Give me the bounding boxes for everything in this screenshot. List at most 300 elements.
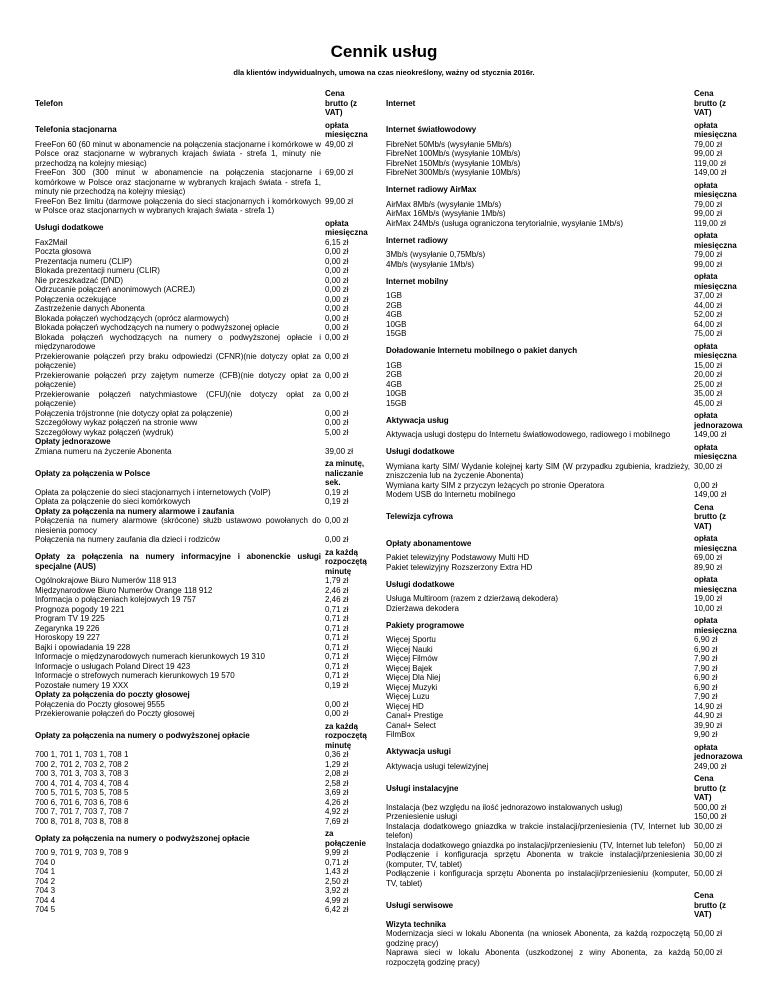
section-title: Aktywacja usługi bbox=[386, 747, 451, 757]
service-name: Bajki i opowiadania 19 228 bbox=[35, 642, 131, 652]
service-price: 0,00 zł bbox=[325, 699, 349, 709]
service-price: 0,00 zł bbox=[694, 480, 718, 490]
service-name: Podłączenie i konfiguracja sprzętu Abonenta w trakcie instalacji/przeniesienia (komputer, TV, tablet) bbox=[386, 850, 690, 869]
service-price: 0,00 zł bbox=[325, 313, 349, 323]
service-name: Fax2Mail bbox=[35, 237, 68, 247]
section-header bbox=[386, 342, 736, 361]
price-row bbox=[35, 409, 365, 419]
price-row bbox=[386, 389, 736, 399]
price-row bbox=[35, 750, 365, 760]
service-price: 0,00 zł bbox=[325, 266, 349, 275]
subsection-title bbox=[35, 690, 365, 700]
price-row bbox=[386, 481, 736, 491]
service-price: 0,19 zł bbox=[325, 487, 349, 497]
price-row bbox=[35, 247, 365, 257]
service-name: Przekierowanie połączeń do Poczty głosowej bbox=[35, 709, 195, 718]
price-row bbox=[35, 681, 365, 691]
service-price: 64,00 zł bbox=[694, 319, 723, 329]
service-name: Opłaty za połączenia do poczty głosowej bbox=[35, 690, 190, 699]
price-row bbox=[35, 295, 365, 305]
service-name: Dzierżawa dekodera bbox=[386, 603, 459, 613]
service-name: Blokada połączeń wychodzących na numery o podwyższonej opłacie bbox=[35, 323, 280, 332]
service-name: Informacja o połączeniach kolejowych 19 757 bbox=[35, 595, 196, 604]
price-column-header: opłata miesięczna bbox=[694, 272, 737, 291]
price-row bbox=[35, 896, 365, 906]
service-price: 20,00 zł bbox=[694, 370, 723, 379]
service-name: Więcej Sportu bbox=[386, 635, 436, 644]
section-header bbox=[35, 722, 365, 751]
price-row bbox=[35, 633, 365, 643]
service-name: Wymiana karty SIM/ Wydanie kolejnej karty SIM (W przypadku zgubienia, kradzieży, zniszczenia lub na życzenie Abonenta) bbox=[386, 461, 690, 480]
section-title: Opłaty za połączenia w Polsce bbox=[35, 468, 151, 478]
service-name: Przekierowanie połączeń przy zajętym numerze (CFB)(nie dotyczy opłat za połączenie) bbox=[35, 370, 321, 389]
service-name: Więcej Luzu bbox=[386, 692, 430, 701]
service-name: Blokada połączeń wychodzących (oprócz alarmowych) bbox=[35, 313, 229, 323]
section-title: Internet radiowy AirMax bbox=[386, 185, 477, 195]
price-row bbox=[35, 516, 365, 535]
service-name: 4GB bbox=[386, 379, 403, 389]
service-name: Przekierowanie połączeń natychmiastowe (CFU)(nie dotyczy opłat za połączenie) bbox=[35, 389, 321, 408]
price-row bbox=[386, 250, 736, 260]
section-title: Pakiety programowe bbox=[386, 620, 465, 630]
section-header bbox=[35, 459, 365, 488]
price-row bbox=[386, 683, 736, 693]
service-price: 30,00 zł bbox=[694, 850, 723, 859]
service-name: FibreNet 300Mb/s (wysyłanie 10Mb/s) bbox=[386, 168, 521, 177]
service-price: 9,90 zł bbox=[694, 730, 718, 739]
price-row bbox=[35, 323, 365, 333]
section-title: Internet radiowy bbox=[386, 235, 448, 245]
service-price: 0,00 zł bbox=[325, 247, 349, 256]
price-row bbox=[35, 605, 365, 615]
service-name: Przekierowanie połączeń przy braku odpowiedzi (CFNR)(nie dotyczy opłat za połączenie) bbox=[35, 351, 321, 370]
service-price: 0,00 zł bbox=[325, 709, 349, 718]
price-row bbox=[386, 948, 736, 967]
service-price: 0,00 zł bbox=[325, 535, 349, 544]
service-name: 15GB bbox=[386, 398, 407, 408]
service-price: 39,00 zł bbox=[325, 446, 354, 456]
service-price: 0,71 zł bbox=[325, 642, 349, 652]
service-name: Zmiana numeru na życzenie Abonenta bbox=[35, 446, 172, 456]
service-price: 69,00 zł bbox=[325, 168, 354, 177]
price-row bbox=[35, 817, 365, 827]
section-title: Aktywacja usług bbox=[386, 415, 449, 425]
price-column-header: opłata miesięczna bbox=[694, 442, 737, 461]
service-name: Nie przeszkadzać (DND) bbox=[35, 275, 124, 285]
section-title: Usługi dodatkowe bbox=[386, 579, 455, 589]
service-name: Połączenia do Poczty głosowej 9555 bbox=[35, 699, 165, 709]
price-column-header: opłata miesięczna bbox=[694, 616, 737, 635]
price-row bbox=[386, 654, 736, 664]
service-price: 35,00 zł bbox=[694, 389, 723, 398]
service-name: 10GB bbox=[386, 389, 407, 398]
price-row bbox=[386, 209, 736, 219]
section-title: Opłaty abonamentowe bbox=[386, 538, 472, 548]
price-row bbox=[386, 301, 736, 311]
section-header bbox=[386, 891, 736, 920]
price-row bbox=[386, 399, 736, 409]
price-row bbox=[35, 197, 365, 216]
service-price: 0,00 zł bbox=[325, 418, 349, 427]
service-name: Ogólnokrajowe Biuro Numerów 118 913 bbox=[35, 576, 177, 585]
price-row bbox=[35, 779, 365, 789]
service-price: 99,00 zł bbox=[694, 209, 723, 218]
service-name: Canal+ Prestige bbox=[386, 711, 444, 720]
price-row bbox=[35, 168, 365, 197]
price-row bbox=[35, 371, 365, 390]
service-name: Zegarynka 19 226 bbox=[35, 623, 100, 633]
service-name: Blokada połączeń wychodzących na numery o podwyższonej opłacie i międzynarodowe bbox=[35, 332, 321, 351]
section-header bbox=[35, 548, 365, 577]
service-price: 69,00 zł bbox=[694, 553, 723, 562]
price-row bbox=[386, 594, 736, 604]
service-name: Instalacja dodatkowego gniazdka w trakcie instalacji/przeniesienia (TV, Internet lub telefon) bbox=[386, 821, 690, 840]
price-row bbox=[386, 490, 736, 500]
section-header bbox=[386, 534, 736, 553]
service-name: Prezentacja numeru (CLIP) bbox=[35, 256, 132, 266]
service-name: 15GB bbox=[386, 329, 407, 338]
price-row bbox=[386, 604, 736, 614]
price-row bbox=[386, 380, 736, 390]
price-row bbox=[35, 709, 365, 719]
price-row bbox=[386, 370, 736, 380]
service-price: 7,90 zł bbox=[694, 663, 718, 673]
service-name: FibreNet 100Mb/s (wysyłanie 10Mb/s) bbox=[386, 149, 521, 158]
section-title: Usługi dodatkowe bbox=[386, 447, 455, 457]
service-name: Więcej Nauki bbox=[386, 644, 433, 654]
service-name: 2GB bbox=[386, 300, 403, 310]
price-row bbox=[386, 645, 736, 655]
service-name: Canal+ Select bbox=[386, 720, 437, 730]
service-price: 0,00 zł bbox=[325, 332, 349, 342]
section-header bbox=[386, 503, 736, 532]
service-price: 52,00 zł bbox=[694, 310, 723, 319]
service-price: 6,15 zł bbox=[325, 237, 349, 247]
price-column-header: opłata miesięczna bbox=[694, 534, 737, 553]
price-row bbox=[386, 841, 736, 851]
price-column-header: Cena brutto (z VAT) bbox=[694, 774, 726, 802]
service-name: Międzynarodowe Biuro Numerów Orange 118 912 bbox=[35, 585, 213, 595]
service-price: 0,00 zł bbox=[325, 304, 349, 313]
service-name: Połączenia oczekujące bbox=[35, 294, 117, 304]
price-row bbox=[35, 700, 365, 710]
section-title: Opłaty za połączenia na numery o podwyższonej opłacie bbox=[35, 731, 250, 740]
price-row bbox=[386, 711, 736, 721]
price-column-header: za minutę, naliczanie sek. bbox=[325, 459, 365, 487]
price-row bbox=[35, 788, 365, 798]
service-price: 0,00 zł bbox=[325, 408, 349, 418]
service-price: 0,19 zł bbox=[325, 680, 349, 690]
service-price: 150,00 zł bbox=[694, 812, 727, 821]
section-header bbox=[386, 443, 736, 462]
service-name: Pakiet telewizyjny Podstawowy Multi HD bbox=[386, 553, 530, 562]
service-price: 50,00 zł bbox=[694, 840, 723, 850]
service-name: AirMax 8Mb/s (wysyłanie 1Mb/s) bbox=[386, 199, 502, 209]
service-price: 14,90 zł bbox=[694, 701, 723, 711]
service-name: Przeniesienie usługi bbox=[386, 812, 458, 821]
service-price: 0,71 zł bbox=[325, 614, 349, 623]
section-header bbox=[35, 120, 368, 140]
service-price: 0,00 zł bbox=[325, 370, 349, 380]
service-price: 99,00 zł bbox=[325, 196, 354, 206]
price-row bbox=[35, 257, 365, 267]
price-row bbox=[386, 200, 736, 210]
service-name: Instalacja dodatkowego gniazdka po instalacji/przeniesieniu (TV, Internet lub telefon) bbox=[386, 840, 685, 850]
service-name: Połączenia na numery alarmowe (skrócone) służb ustawowo powołanych do niesienia pomocy bbox=[35, 516, 321, 535]
price-row bbox=[386, 320, 736, 330]
price-row bbox=[35, 535, 365, 545]
service-price: 0,00 zł bbox=[325, 351, 349, 361]
service-price: 0,71 zł bbox=[325, 652, 349, 661]
service-price: 0,71 zł bbox=[325, 623, 349, 633]
service-name: 704 0 bbox=[35, 857, 56, 867]
service-name: Więcej Muzyki bbox=[386, 682, 438, 692]
price-row bbox=[35, 798, 365, 808]
price-row bbox=[35, 447, 365, 457]
price-row bbox=[386, 291, 736, 301]
price-row bbox=[386, 361, 736, 371]
service-price: 0,00 zł bbox=[325, 285, 349, 294]
section-header bbox=[35, 829, 365, 848]
service-price: 2,46 zł bbox=[325, 595, 349, 604]
service-name: 700 1, 701 1, 703 1, 708 1 bbox=[35, 750, 129, 759]
service-price: 6,90 zł bbox=[694, 682, 718, 692]
price-column-header: Cena brutto (z VAT) bbox=[694, 891, 726, 919]
service-price: 45,00 zł bbox=[694, 398, 723, 408]
section-title: Internet mobilny bbox=[386, 276, 449, 286]
price-row bbox=[386, 159, 736, 169]
price-row bbox=[35, 333, 365, 352]
price-row bbox=[35, 886, 365, 896]
service-price: 0,71 zł bbox=[325, 857, 349, 867]
price-row bbox=[35, 304, 365, 314]
price-row bbox=[35, 769, 365, 779]
price-row bbox=[386, 140, 736, 150]
service-price: 119,00 zł bbox=[694, 218, 726, 228]
price-row bbox=[386, 219, 736, 229]
price-row bbox=[386, 721, 736, 731]
service-name: Więcej Dla Niej bbox=[386, 673, 441, 682]
price-column-header: opłata miesięczna bbox=[325, 120, 368, 139]
service-price: 6,42 zł bbox=[325, 905, 349, 914]
service-price: 2,08 zł bbox=[325, 769, 349, 778]
section-header bbox=[386, 411, 743, 430]
service-name: AirMax 24Mb/s (usługa ograniczona terytorialnie, wysyłanie 1Mb/s) bbox=[386, 218, 623, 228]
section-header bbox=[386, 89, 736, 118]
service-name: FreeFon 60 (60 minut w abonamencie na połączenia stacjonarne i komórkowe w Polsce oraz stacjonarne w wybranych krajach świata - strefa 1, minuty nie przechodzą na kolejny miesiąc) bbox=[35, 139, 321, 168]
service-name: Opłaty za połączenia na numery alarmowe i zaufania bbox=[35, 506, 235, 516]
service-name: Pakiet telewizyjny Rozszerzony Extra HD bbox=[386, 562, 533, 572]
price-row bbox=[386, 869, 736, 888]
subsection-title bbox=[35, 507, 365, 517]
page-subtitle: dla klientów indywidualnych, umowa na czas nieokreślony, ważny od stycznia 2016r. bbox=[233, 68, 535, 77]
service-price: 2,50 zł bbox=[325, 876, 349, 886]
price-column-header: opłata miesięczna bbox=[694, 180, 737, 199]
service-price: 37,00 zł bbox=[694, 291, 723, 300]
service-price: 49,00 zł bbox=[325, 139, 354, 149]
price-row bbox=[35, 643, 365, 653]
price-column-header: opłata miesięczna bbox=[694, 231, 737, 250]
service-name: 700 2, 701 2, 703 2, 708 2 bbox=[35, 759, 129, 769]
service-price: 6,90 zł bbox=[694, 644, 718, 654]
service-price: 6,90 zł bbox=[694, 635, 718, 644]
service-price: 4,26 zł bbox=[325, 797, 349, 807]
service-price: 79,00 zł bbox=[694, 250, 723, 259]
price-row bbox=[35, 586, 365, 596]
left-column bbox=[35, 86, 368, 915]
service-name: Poczta głosowa bbox=[35, 247, 92, 256]
price-row bbox=[35, 671, 365, 681]
service-price: 0,71 zł bbox=[325, 671, 349, 680]
service-name: AirMax 16Mb/s (wysyłanie 1Mb/s) bbox=[386, 209, 506, 218]
price-column-header: opłata miesięczna bbox=[325, 218, 368, 237]
service-name: Informacje o usługach Poland Direct 19 423 bbox=[35, 661, 191, 671]
section-header bbox=[386, 272, 736, 291]
service-price: 1,79 zł bbox=[325, 576, 349, 585]
service-price: 149,00 zł bbox=[694, 168, 727, 177]
service-name: Opłaty jednorazowe bbox=[35, 437, 111, 446]
service-price: 79,00 zł bbox=[694, 139, 723, 149]
price-column-header: opłata jednorazowa bbox=[694, 411, 743, 430]
section-title: Telefonia stacjonarna bbox=[35, 125, 117, 135]
price-row bbox=[386, 822, 736, 841]
price-row bbox=[35, 285, 365, 295]
page-title: Cennik usług bbox=[330, 42, 438, 61]
price-row bbox=[386, 803, 736, 813]
service-price: 1,29 zł bbox=[325, 759, 349, 769]
service-name: 704 1 bbox=[35, 867, 56, 876]
service-price: 99,00 zł bbox=[694, 149, 723, 158]
service-name: FreeFon 300 (300 minut w abonamencie na połączenia stacjonarne i komórkowe w Polsce oraz stacjonarne w wybranych krajach świata - strefa 1, minuty nie przechodzą na kolejny miesiąc) bbox=[35, 168, 321, 196]
right-column bbox=[386, 86, 743, 967]
service-name: Opłata za połączenie do sieci stacjonarnych i internetowych (VoIP) bbox=[35, 487, 271, 497]
service-price: 0,00 zł bbox=[325, 323, 349, 332]
section-title: Telewizja cyfrowa bbox=[386, 512, 453, 521]
service-price: 0,00 zł bbox=[325, 389, 349, 399]
service-name: Usługa Multiroom (razem z dzierżawą dekodera) bbox=[386, 594, 559, 603]
section-title: Usługi dodatkowe bbox=[35, 223, 104, 233]
service-price: 75,00 zł bbox=[694, 329, 723, 338]
price-row bbox=[386, 430, 736, 440]
service-price: 44,90 zł bbox=[694, 711, 723, 720]
service-name: 2GB bbox=[386, 370, 403, 379]
section-header bbox=[35, 89, 365, 118]
price-row bbox=[35, 314, 365, 324]
service-name: Szczegółowy wykaz połączeń na stronie www bbox=[35, 418, 198, 427]
section-title: Internet światłowodowy bbox=[386, 125, 477, 135]
service-name: Zastrzeżenie danych Abonenta bbox=[35, 304, 145, 313]
price-row bbox=[386, 762, 736, 772]
service-name: Modernizacja sieci w lokalu Abonenta (na wniosek Abonenta, za każdą rozpoczętą godzinę pracy) bbox=[386, 929, 690, 948]
service-name: 3Mb/s (wysyłanie 0,75Mb/s) bbox=[386, 250, 486, 259]
service-price: 30,00 zł bbox=[694, 461, 723, 471]
service-price: 3,69 zł bbox=[325, 788, 349, 797]
price-row bbox=[35, 428, 365, 438]
price-row bbox=[35, 140, 365, 169]
service-price: 10,00 zł bbox=[694, 603, 723, 613]
price-row bbox=[35, 614, 365, 624]
price-row bbox=[35, 238, 365, 248]
section-header bbox=[386, 742, 743, 762]
service-price: 44,00 zł bbox=[694, 300, 723, 310]
price-row bbox=[35, 760, 365, 770]
service-price: 2,46 zł bbox=[325, 585, 349, 595]
service-name: Połączenia na numery zaufania dla dzieci i rodziców bbox=[35, 535, 220, 544]
section-header bbox=[386, 774, 736, 803]
price-row bbox=[386, 812, 736, 822]
service-name: Szczegółowy wykaz połączeń (wydruk) bbox=[35, 427, 174, 437]
service-price: 39,90 zł bbox=[694, 720, 723, 730]
service-price: 99,00 zł bbox=[694, 259, 723, 269]
price-row bbox=[35, 652, 365, 662]
service-price: 0,00 zł bbox=[325, 294, 349, 304]
service-name: Informacje o międzynarodowych numerach kierunkowych 19 310 bbox=[35, 652, 265, 661]
section-title: Doładowanie Internetu mobilnego o pakiet danych bbox=[386, 346, 578, 356]
service-name: 1GB bbox=[386, 291, 403, 300]
subsection-title bbox=[35, 437, 365, 447]
price-row bbox=[386, 664, 736, 674]
service-name: 700 6, 701 6, 703 6, 708 6 bbox=[35, 797, 129, 807]
service-name: Wizyta technika bbox=[386, 919, 446, 929]
service-name: 704 3 bbox=[35, 886, 56, 895]
service-price: 500,00 zł bbox=[694, 802, 727, 812]
service-name: Program TV 19 225 bbox=[35, 614, 105, 623]
price-column-header: opłata jednorazowa bbox=[694, 742, 743, 761]
service-name: Połączenia trójstronne (nie dotyczy opłat za połączenie) bbox=[35, 408, 233, 418]
service-name: Więcej HD bbox=[386, 701, 424, 711]
price-row bbox=[35, 352, 365, 371]
price-row bbox=[35, 905, 365, 915]
price-column-header: opłata miesięczna bbox=[694, 575, 737, 594]
price-column-header: za każdą rozpoczętą minutę bbox=[325, 721, 367, 750]
service-price: 50,00 zł bbox=[694, 929, 723, 938]
section-title: Internet bbox=[386, 98, 416, 108]
section-title: Opłaty za połączenia na numery o podwyższonej opłacie bbox=[35, 833, 250, 843]
service-price: 5,00 zł bbox=[325, 427, 349, 437]
service-name: 704 5 bbox=[35, 905, 56, 914]
price-row bbox=[386, 692, 736, 702]
service-name: 4GB bbox=[386, 310, 403, 319]
service-price: 149,00 zł bbox=[694, 490, 727, 499]
price-column-header: za połączenie bbox=[325, 829, 366, 848]
price-row bbox=[386, 635, 736, 645]
service-price: 6,90 zł bbox=[694, 673, 718, 682]
service-name: 700 5, 701 5, 703 5, 708 5 bbox=[35, 788, 129, 797]
price-row bbox=[386, 929, 736, 948]
price-row bbox=[35, 266, 365, 276]
price-row bbox=[35, 807, 365, 817]
price-column-header: Cena brutto (z VAT) bbox=[694, 89, 726, 117]
service-price: 0,00 zł bbox=[325, 275, 349, 285]
service-name: Naprawa sieci w lokalu Abonenta (uszkodzonej z winy Abonenta, za każdą rozpoczętą godzinę pracy) bbox=[386, 948, 690, 967]
price-column-header: opłata miesięczna bbox=[694, 341, 737, 360]
price-row bbox=[35, 858, 365, 868]
service-name: FibreNet 50Mb/s (wysyłanie 5Mb/s) bbox=[386, 139, 512, 149]
section-title: Usługi serwisowe bbox=[386, 900, 454, 910]
price-column-header: za każdą rozpoczętą minutę bbox=[325, 547, 367, 576]
service-price: 9,99 zł bbox=[325, 848, 349, 857]
service-name: Modem USB do Internetu mobilnego bbox=[386, 490, 516, 499]
service-name: 700 4, 701 4, 703 4, 708 4 bbox=[35, 778, 129, 788]
service-name: 700 8, 701 8, 703 8, 708 8 bbox=[35, 816, 129, 826]
price-row bbox=[35, 848, 365, 858]
service-name: Podłączenie i konfiguracja sprzętu Abonenta po instalacji/przeniesieniu (komputer, TV, tablet) bbox=[386, 869, 690, 888]
service-price: 19,00 zł bbox=[694, 594, 723, 603]
service-name: 700 7, 701 7, 703 7, 708 7 bbox=[35, 807, 129, 816]
price-row bbox=[386, 329, 736, 339]
price-row bbox=[35, 867, 365, 877]
price-row bbox=[386, 310, 736, 320]
